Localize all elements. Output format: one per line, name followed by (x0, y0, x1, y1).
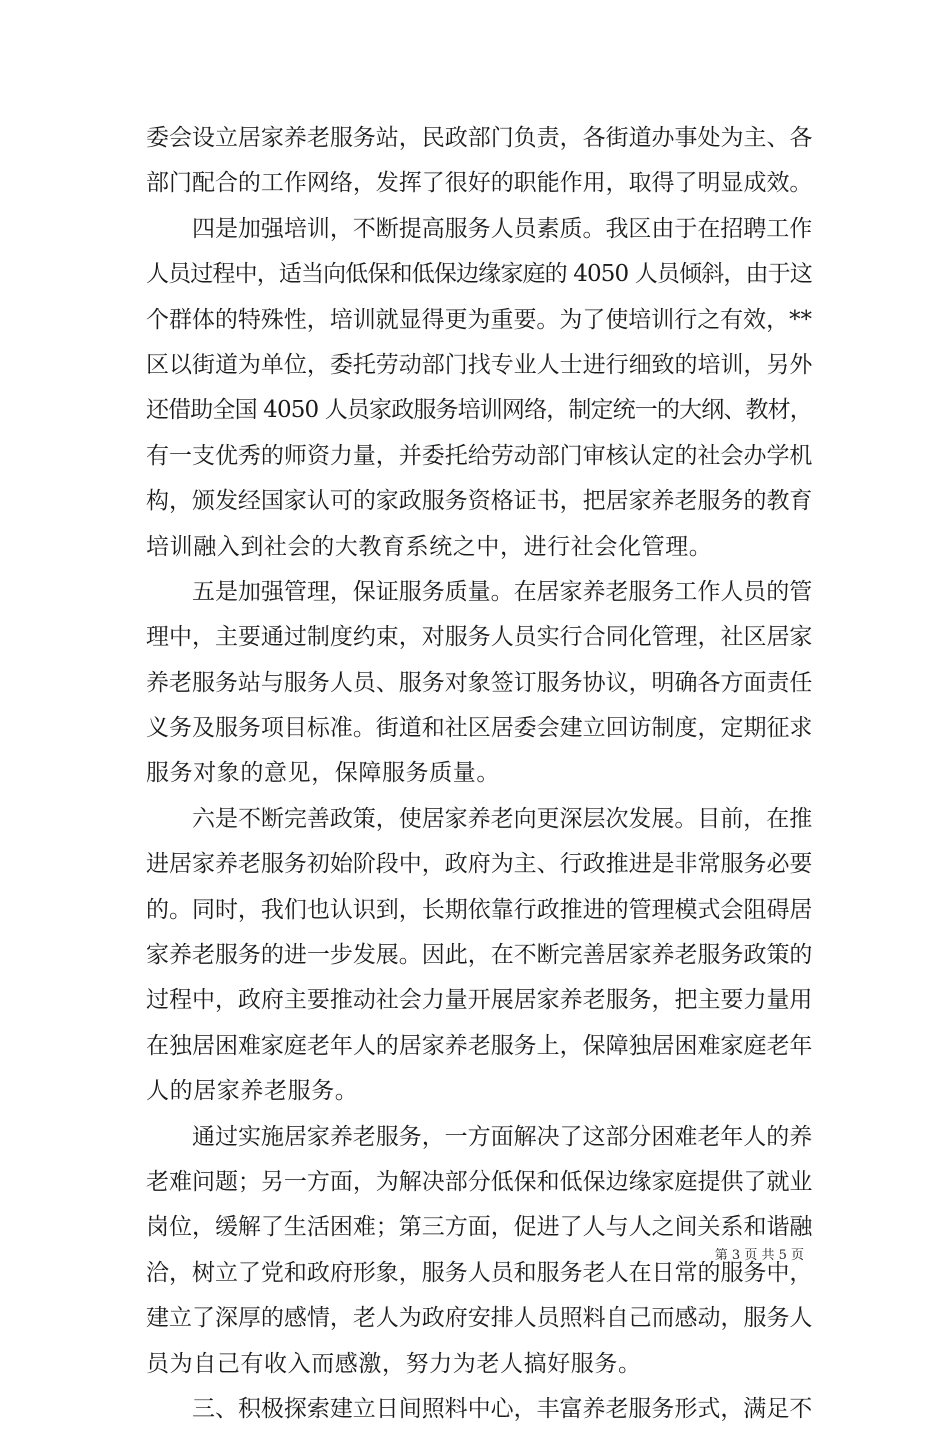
paragraph-first-line: 六是不断完善政策，使居家养老向更深层次发展。目前，在推 (192, 805, 813, 832)
text-line: 构，颁发经国家认可的家政服务资格证书，把居家养老服务的教育 (146, 488, 813, 515)
text-line: 岗位，缓解了生活困难；第三方面，促进了人与人之间关系和谐融 (146, 1214, 813, 1241)
document-body (146, 116, 812, 1432)
text-line: 在独居困难家庭老年人的居家养老服务上，保障独居困难家庭老年 (146, 1032, 813, 1059)
text-line: 理中，主要通过制度约束，对服务人员实行合同化管理，社区居家 (146, 624, 813, 651)
text-line: 区以街道为单位，委托劳动部门找专业人士进行细致的培训，另外 (146, 351, 813, 378)
paragraph-first-line: 五是加强管理，保证服务质量。在居家养老服务工作人员的管 (192, 578, 813, 605)
text-line: 进居家养老服务初始阶段中，政府为主、行政推进是非常服务必要 (146, 851, 813, 878)
text-line: 家养老服务的进一步发展。因此，在不断完善居家养老服务政策的 (146, 942, 813, 969)
text-line: 建立了深厚的感情，老人为政府安排人员照料自己而感动，服务人 (146, 1305, 813, 1332)
text-line: 服务对象的意见，保障服务质量。 (146, 760, 500, 787)
paragraph-first-line: 四是加强培训，不断提高服务人员素质。我区由于在招聘工作 (192, 215, 813, 242)
text-line: 还借助全国 4050 人员家政服务培训网络，制定统一的大纲、教材， (146, 397, 812, 424)
text-line: 委会设立居家养老服务站，民政部门负责，各街道办事处为主、各 (146, 125, 813, 151)
page-number-footer: 第 3 页 共 5 页 (714, 1248, 804, 1263)
text-line: 养老服务站与服务人员、服务对象签订服务协议，明确各方面责任 (146, 669, 813, 696)
text-line: 个群体的特殊性，培训就显得更为重要。为了使培训行之有效，** (146, 306, 813, 333)
text-line: 洽，树立了党和政府形象，服务人员和服务老人在日常的服务中， (146, 1259, 813, 1286)
text-line: 的。同时，我们也认识到，长期依靠行政推进的管理模式会阻碍居 (146, 896, 813, 923)
text-line: 人员过程中，适当向低保和低保边缘家庭的 4050 人员倾斜，由于这 (146, 261, 812, 288)
text-line: 有一支优秀的师资力量，并委托给劳动部门审核认定的社会办学机 (146, 442, 813, 469)
text-line: 过程中，政府主要推动社会力量开展居家养老服务，把主要力量用 (146, 987, 813, 1014)
text-line: 员为自己有收入而感激，努力为老人搞好服务。 (146, 1350, 642, 1377)
paragraph-first-line: 三、积极探索建立日间照料中心，丰富养老服务形式，满足不 (192, 1395, 813, 1422)
text-line: 义务及服务项目标准。街道和社区居委会建立回访制度，定期征求 (146, 715, 813, 742)
text-line: 老难问题；另一方面，为解决部分低保和低保边缘家庭提供了就业 (146, 1168, 813, 1195)
text-line: 部门配合的工作网络，发挥了很好的职能作用，取得了明显成效。 (146, 170, 813, 197)
text-line: 培训融入到社会的大教育系统之中，进行社会化管理。 (146, 533, 713, 560)
paragraph-first-line: 通过实施居家养老服务，一方面解决了这部分困难老年人的养 (192, 1123, 813, 1150)
text-line: 人的居家养老服务。 (146, 1078, 359, 1105)
